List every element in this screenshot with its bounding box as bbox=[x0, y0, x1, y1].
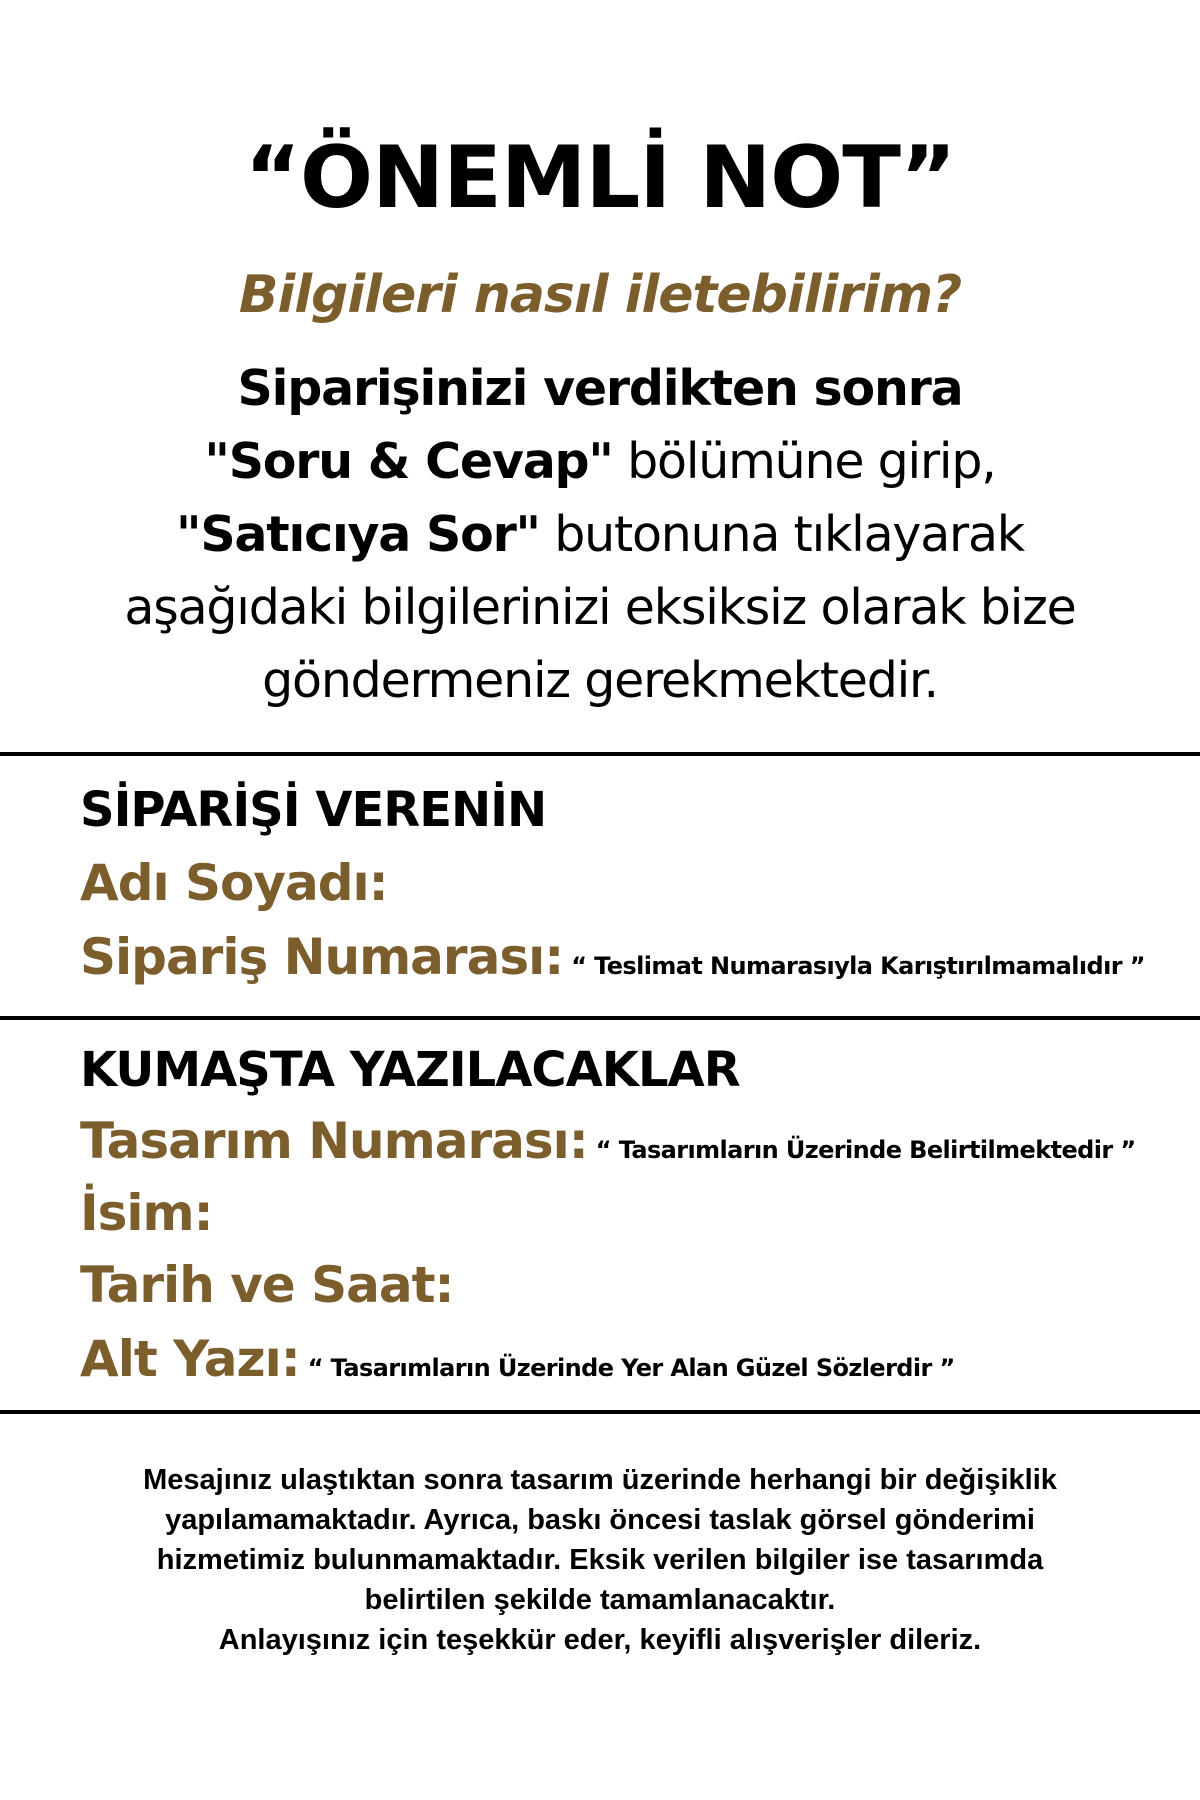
field-order-number-label: Sipariş Numarası: bbox=[80, 928, 564, 986]
page-title: “ÖNEMLİ NOT” bbox=[244, 128, 956, 228]
divider-middle bbox=[0, 1016, 1200, 1020]
field-caption-label: Alt Yazı: bbox=[80, 1330, 300, 1388]
field-caption bbox=[80, 1326, 955, 1404]
field-order-number bbox=[80, 924, 1145, 1002]
field-full-name-label: Adı Soyadı: bbox=[80, 854, 388, 912]
footer-line-1: Mesajınız ulaştıktan sonra tasarım üzerinde herhangi bir değişiklik bbox=[143, 1464, 1057, 1496]
intro-line-2 bbox=[0, 425, 1200, 498]
intro-line-4: aşağıdaki bilgilerinizi eksiksiz olarak bize bbox=[124, 579, 1076, 636]
ask-seller-button-name: "Satıcıya Sor" bbox=[176, 506, 540, 563]
intro-line-3-text: butonuna tıklayarak bbox=[539, 506, 1024, 563]
field-caption-note: “ Tasarımların Üzerinde Yer Alan Güzel Sözlerdir ” bbox=[307, 1354, 955, 1382]
field-design-number bbox=[80, 1108, 1136, 1186]
field-full-name bbox=[80, 850, 388, 928]
footer-line-2: yapılamamaktadır. Ayrıca, baskı öncesi taslak görsel gönderimi bbox=[165, 1504, 1035, 1536]
footer-line-4: belirtilen şekilde tamamlanacaktır. bbox=[364, 1584, 836, 1616]
field-date-time-label: Tarih ve Saat: bbox=[80, 1256, 454, 1314]
qa-section-name: "Soru & Cevap" bbox=[204, 433, 613, 490]
field-name bbox=[80, 1180, 213, 1258]
section-orderer-heading: SİPARİŞİ VERENİN bbox=[80, 782, 547, 838]
field-name-label: İsim: bbox=[80, 1184, 213, 1242]
intro-line-2-text: bölümüne girip, bbox=[612, 433, 996, 490]
section-fabric-heading: KUMAŞTA YAZILACAKLAR bbox=[80, 1042, 740, 1098]
intro-line-1 bbox=[0, 352, 1200, 425]
intro-line-1-text: Siparişinizi verdikten sonra bbox=[237, 360, 963, 417]
page-subtitle: Bilgileri nasıl iletebilirim? bbox=[238, 265, 962, 325]
field-order-number-note: “ Teslimat Numarasıyla Karıştırılmamalıdır ” bbox=[571, 952, 1145, 980]
footer-disclaimer bbox=[40, 1460, 1160, 1660]
intro-line-5: göndermeniz gerekmektedir. bbox=[262, 652, 938, 709]
divider-top bbox=[0, 752, 1200, 756]
footer-line-3: hizmetimiz bulunmamaktadır. Eksik verilen bilgiler ise tasarımda bbox=[156, 1544, 1044, 1576]
intro-instructions bbox=[0, 352, 1200, 717]
divider-bottom bbox=[0, 1410, 1200, 1414]
footer-line-5: Anlayışınız için teşekkür eder, keyifli alışverişler dileriz. bbox=[218, 1624, 982, 1656]
field-design-number-note: “ Tasarımların Üzerinde Belirtilmektedir ” bbox=[595, 1136, 1136, 1164]
field-date-time bbox=[80, 1252, 454, 1330]
field-design-number-label: Tasarım Numarası: bbox=[80, 1112, 588, 1170]
intro-line-3 bbox=[0, 498, 1200, 571]
